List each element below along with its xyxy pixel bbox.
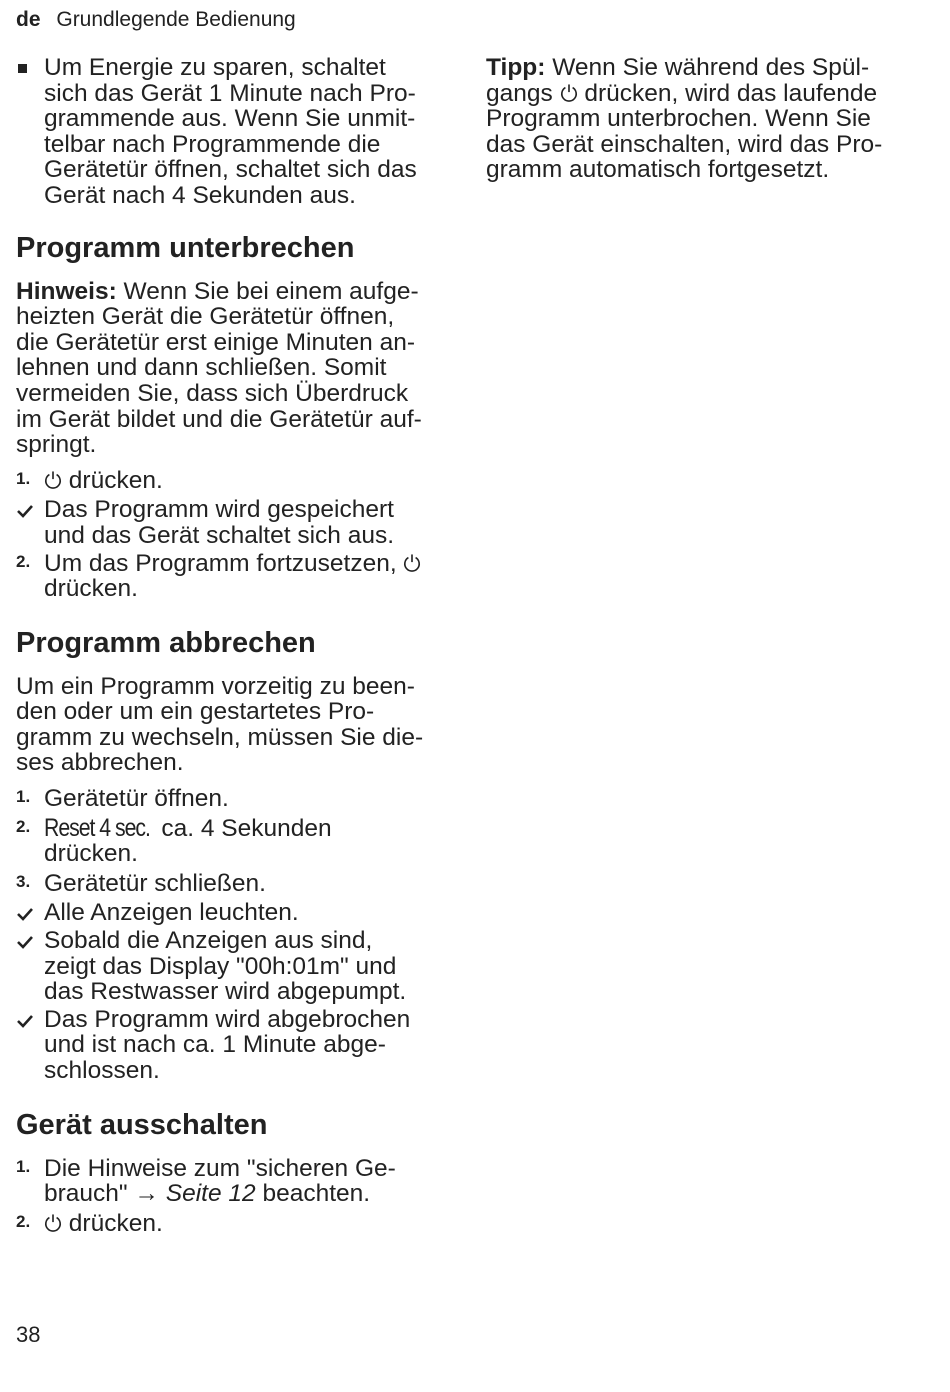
step-text: Die Hinweise zum "sicheren Ge- — [44, 1154, 396, 1182]
tip-line: drücken, wird das laufende — [577, 79, 878, 107]
tip-line: gangs — [486, 79, 560, 107]
check-icon — [16, 934, 34, 950]
step-text: brauch" — [44, 1180, 135, 1208]
result-line: Alle Anzeigen leuchten. — [44, 899, 299, 927]
result-item — [16, 928, 446, 1005]
bullet-line: sich das Gerät 1 Minute nach Pro- — [44, 79, 416, 107]
step-1 — [16, 786, 446, 812]
note-line: im Gerät bildet und die Gerätetür auf- — [16, 405, 422, 433]
step-text: Um das Programm fortzusetzen, — [44, 549, 404, 577]
power-icon — [560, 83, 578, 103]
heading-programm-unterbrechen: Programm unterbrechen — [16, 231, 355, 264]
bullet-line: grammende aus. Wenn Sie unmit- — [44, 105, 416, 133]
step-2 — [16, 1211, 446, 1237]
tip-line: Programm unterbrochen. Wenn Sie — [486, 105, 871, 133]
note-line: heizten Gerät die Gerätetür öffnen, — [16, 303, 395, 331]
power-icon — [403, 553, 421, 573]
result-item — [16, 497, 446, 548]
step-text: Gerätetür schließen. — [44, 869, 266, 897]
step-2 — [16, 813, 446, 868]
step-number: 1. — [16, 787, 31, 807]
step-text: ca. 4 Sekunden — [154, 814, 332, 842]
result-line: schlossen. — [44, 1057, 160, 1084]
page-header — [16, 8, 296, 32]
step-number: 2. — [16, 1211, 31, 1231]
step-number: 1. — [16, 468, 31, 488]
right-column — [486, 55, 906, 183]
step-number: 2. — [16, 551, 31, 571]
step-1 — [16, 468, 446, 494]
result-line: das Restwasser wird abgepumpt. — [44, 978, 407, 1006]
section-abbrechen — [16, 626, 446, 1084]
note-line: Wenn Sie bei einem aufge- — [116, 277, 419, 305]
page-reference-link[interactable]: Seite 12 — [158, 1180, 256, 1208]
heading-programm-abbrechen: Programm abbrechen — [16, 626, 316, 659]
step-number: 3. — [16, 871, 31, 891]
tip-line: Wenn Sie während des Spül- — [545, 54, 870, 81]
intro-line: den oder um ein gestartetes Pro- — [16, 698, 375, 726]
note-label: Hinweis: — [16, 277, 117, 305]
square-bullet-icon — [18, 64, 27, 73]
result-line: Das Programm wird abgebrochen — [44, 1005, 411, 1033]
section-title: Grundlegende Bedienung — [56, 8, 296, 31]
power-icon — [44, 470, 62, 490]
note-line: springt. — [16, 431, 97, 459]
result-line: und ist nach ca. 1 Minute abge- — [44, 1031, 386, 1059]
step-text: drücken. — [62, 466, 163, 494]
result-item — [16, 1007, 446, 1084]
check-icon — [16, 503, 34, 519]
result-item — [16, 900, 446, 926]
result-line: und das Gerät schaltet sich aus. — [44, 521, 394, 549]
intro-line: ses abbrechen. — [16, 749, 184, 777]
note-line: die Gerätetür erst einige Minuten an- — [16, 328, 416, 356]
bullet-line: Um Energie zu sparen, schaltet — [44, 54, 386, 81]
step-2 — [16, 551, 446, 602]
step-text: drücken. — [62, 1209, 163, 1237]
intro-line: gramm zu wechseln, müssen Sie die- — [16, 723, 424, 751]
step-number: 1. — [16, 1156, 31, 1176]
step-text: beachten. — [255, 1180, 371, 1208]
step-text: drücken. — [44, 575, 138, 603]
tip-line: gramm automatisch fortgesetzt. — [486, 156, 830, 184]
bullet-line: Gerät nach 4 Sekunden aus. — [44, 181, 356, 209]
step-text: drücken. — [44, 840, 138, 868]
tip-label: Tipp: — [486, 54, 546, 81]
tip-box — [486, 55, 906, 183]
intro-paragraph — [16, 674, 446, 776]
power-icon — [44, 1213, 62, 1233]
left-column — [16, 55, 446, 1240]
note-line: lehnen und dann schließen. Somit — [16, 354, 387, 382]
note-hinweis — [16, 279, 446, 458]
page-number: 38 — [16, 1322, 41, 1347]
bullet-line: telbar nach Programmende die — [44, 130, 381, 158]
result-line: Sobald die Anzeigen aus sind, — [44, 927, 373, 955]
step-text: Gerätetür öffnen. — [44, 785, 229, 813]
check-icon — [16, 1013, 34, 1029]
language-code: de — [16, 8, 41, 31]
arrow-right-icon: → — [134, 1180, 159, 1208]
result-line: Das Programm wird gespeichert — [44, 496, 394, 524]
result-line: zeigt das Display "00h:01m" und — [44, 952, 397, 980]
check-icon — [16, 906, 34, 922]
heading-geraet-ausschalten: Gerät ausschalten — [16, 1108, 268, 1141]
step-1 — [16, 1156, 446, 1207]
intro-line: Um ein Programm vorzeitig zu been- — [16, 672, 415, 700]
bullet-line: Gerätetür öffnen, schaltet sich das — [44, 156, 417, 184]
step-3 — [16, 871, 446, 897]
energy-bullet — [16, 55, 446, 209]
note-line: vermeiden Sie, dass sich Überdruck — [16, 379, 409, 407]
reset-key-label: Reset 4 sec. — [44, 813, 150, 842]
tip-line: das Gerät einschalten, wird das Pro- — [486, 130, 883, 158]
section-ausschalten — [16, 1108, 446, 1237]
step-number: 2. — [16, 816, 31, 836]
